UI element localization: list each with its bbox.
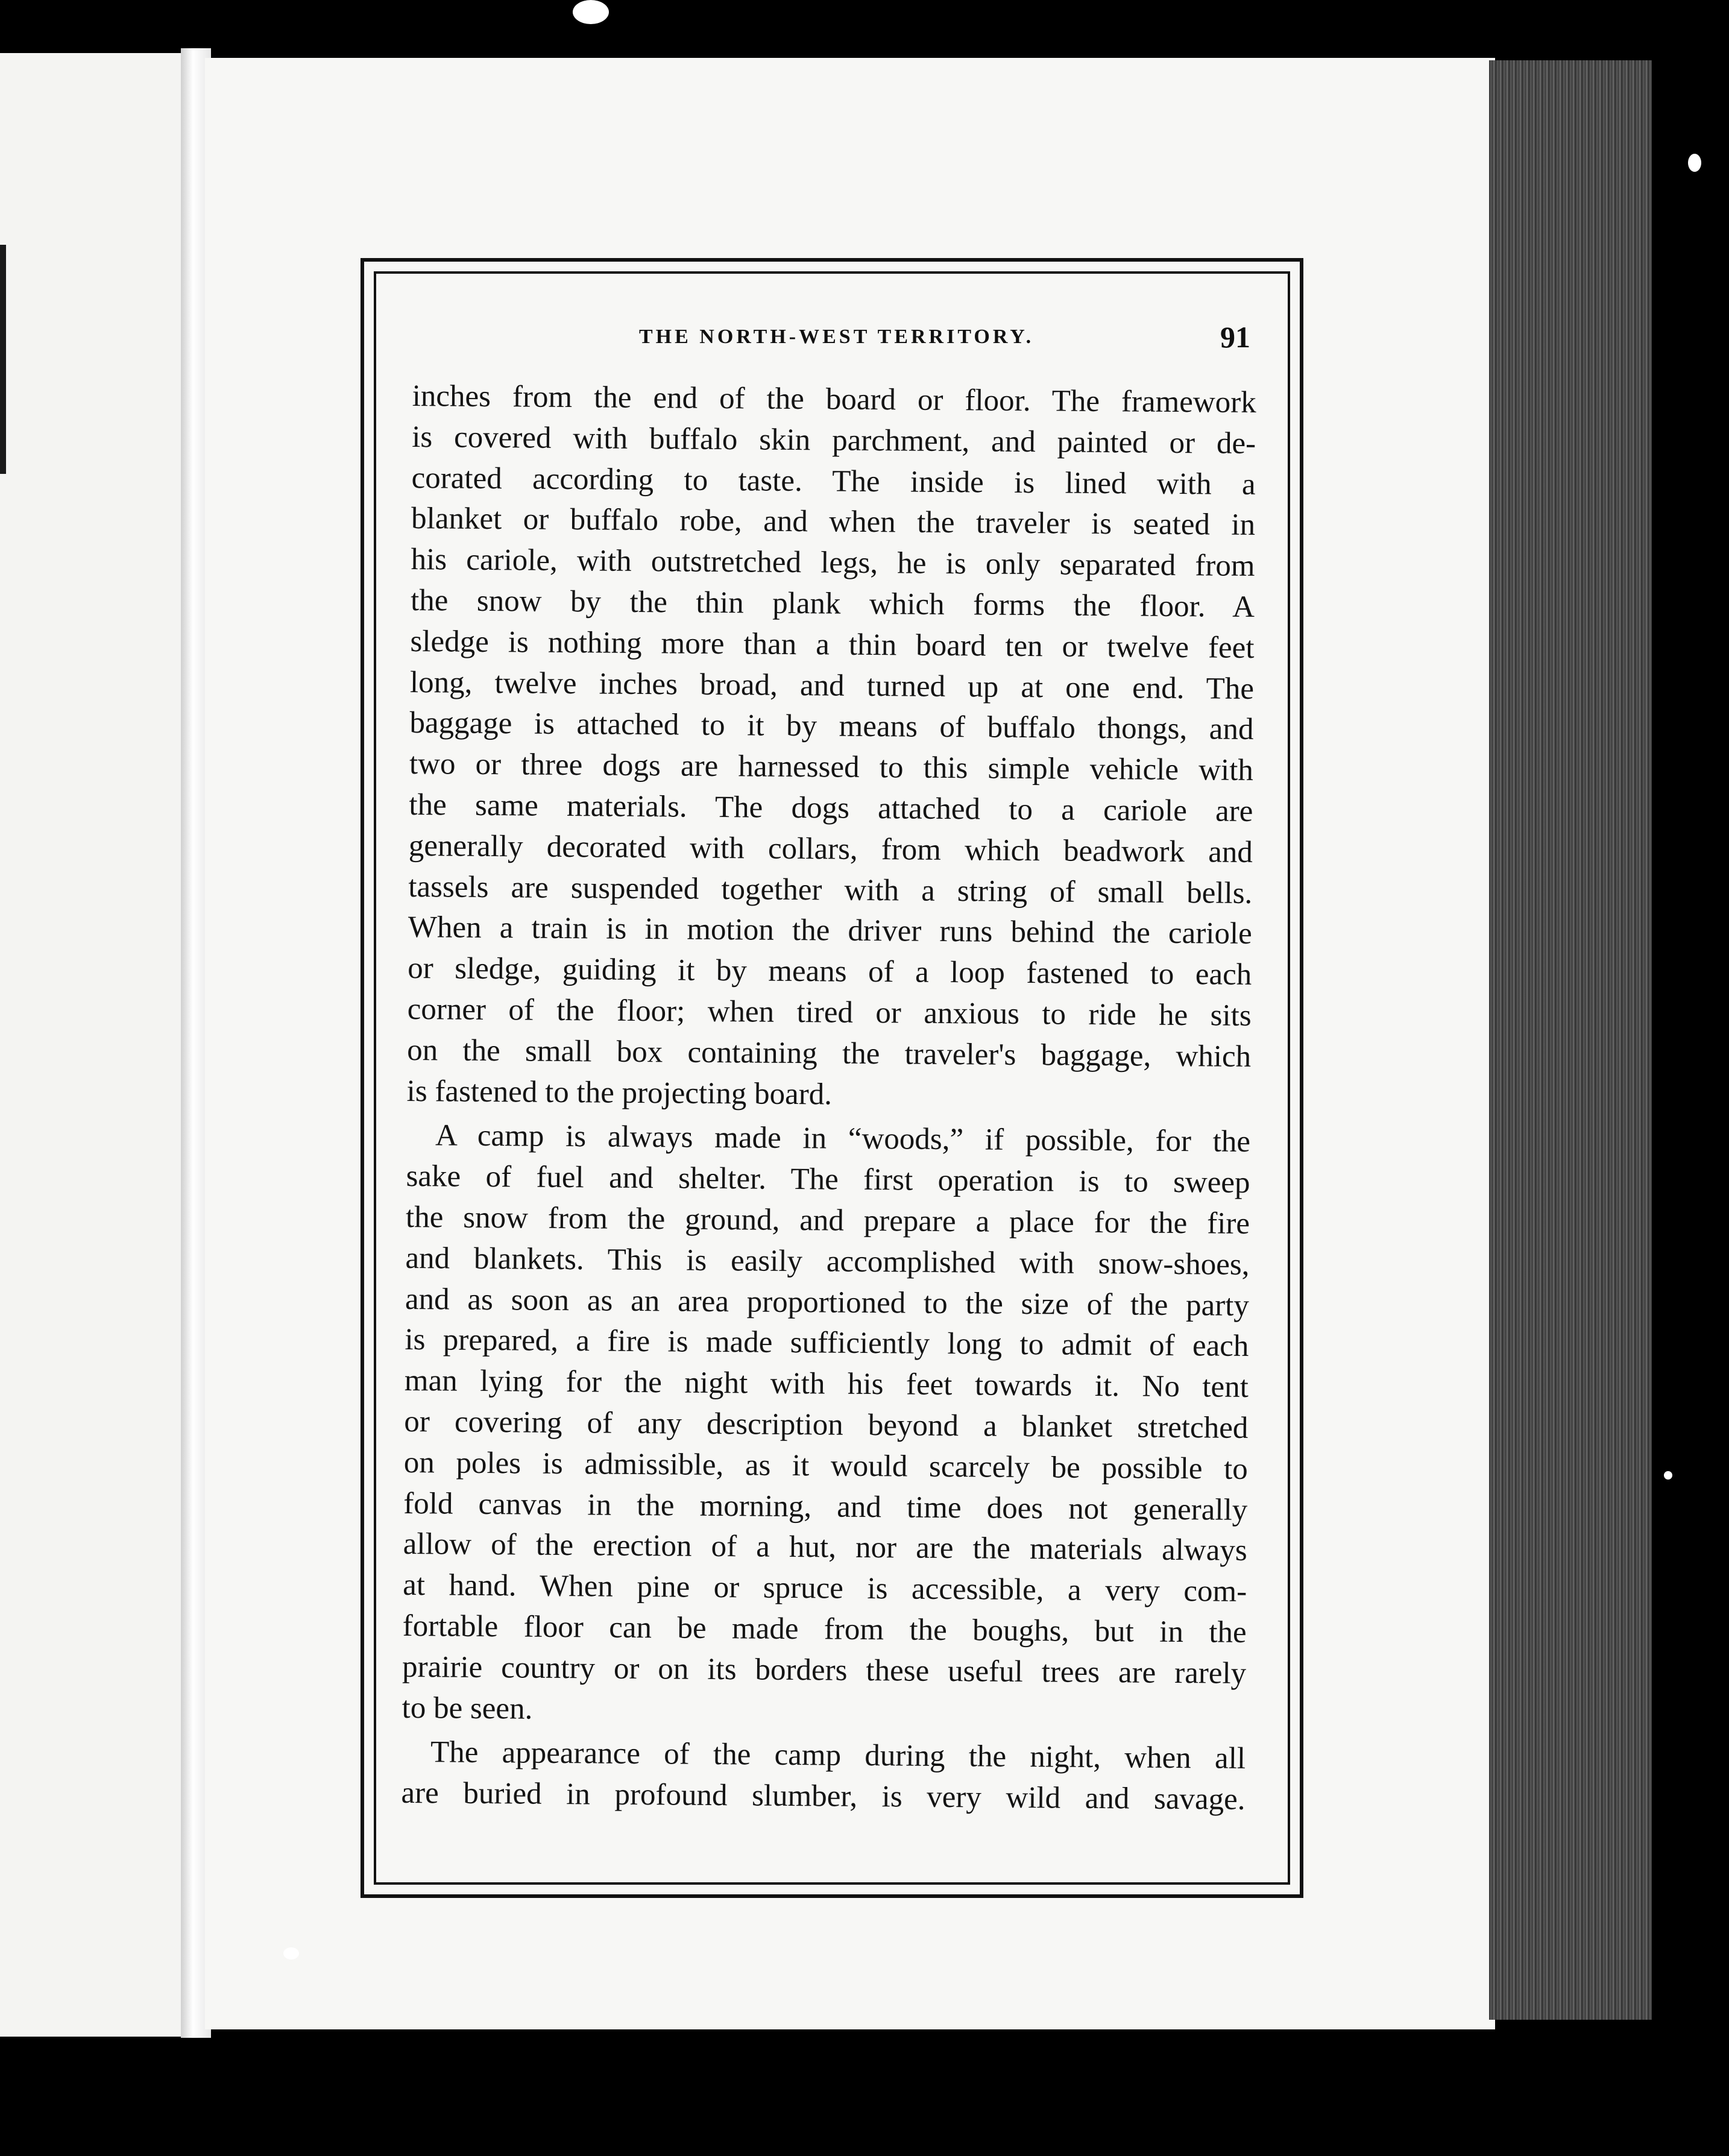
left-page	[0, 53, 187, 2037]
text-line: on the small box containing the traveler's baggage, which	[407, 1033, 1252, 1074]
text-line: corner of the floor; when tired or anxious to ride he sits	[407, 992, 1252, 1033]
body-text	[401, 376, 1256, 1821]
text-line: fold canvas in the morning, and time does not generally	[403, 1486, 1248, 1527]
text-line: is prepared, a fire is made sufficiently long to admit of each	[405, 1323, 1249, 1364]
text-line: sledge is nothing more than a thin board ten or twelve feet	[410, 624, 1255, 665]
text-line: long, twelve inches broad, and turned up at one end. The	[409, 665, 1255, 706]
text-line: the snow from the ground, and prepare a place for the fire	[405, 1200, 1250, 1241]
running-head: THE NORTH-WEST TERRITORY.	[639, 326, 1035, 348]
text-line: prairie country or on its borders these useful trees are rarely	[402, 1650, 1247, 1691]
dust-speck	[1664, 1471, 1672, 1480]
text-line: or covering of any description beyond a blanket stretched	[404, 1404, 1249, 1445]
text-line: When a train is in motion the driver runs behind the cariole	[408, 910, 1252, 951]
text-line: A camp is always made in “woods,” if possible, for the	[435, 1118, 1251, 1159]
dust-speck	[573, 0, 609, 24]
text-line: blanket or buffalo robe, and when the traveler is seated in	[411, 502, 1256, 543]
text-line: fortable floor can be made from the boughs, but in the	[402, 1609, 1247, 1650]
text-line: and as soon as an area proportioned to the size of the party	[405, 1282, 1250, 1323]
left-page-edge-mark	[0, 245, 6, 474]
text-line: corated according to taste. The inside is lined with a	[411, 461, 1256, 502]
text-line: allow of the erection of a hut, nor are the materials always	[403, 1527, 1247, 1568]
text-line: baggage is attached to it by means of buffalo thongs, and	[409, 706, 1254, 747]
page-number: 91	[1220, 320, 1250, 354]
text-line: and blankets. This is easily accomplished with snow-shoes,	[405, 1241, 1250, 1282]
dust-speck	[283, 1947, 299, 1959]
text-line: at hand. When pine or spruce is accessible, a very com-	[403, 1568, 1247, 1609]
text-line: is fastened to the projecting board.	[406, 1074, 833, 1112]
text-line: to be seen.	[402, 1691, 533, 1726]
text-line: two or three dogs are harnessed to this simple vehicle with	[409, 747, 1254, 788]
text-line: on poles is admissible, as it would scarcely be possible to	[403, 1445, 1249, 1486]
text-line: generally decorated with collars, from which beadwork and	[408, 828, 1253, 869]
text-line: sake of fuel and shelter. The first operation is to sweep	[406, 1159, 1250, 1200]
text-line: is covered with buffalo skin parchment, and painted or de-	[411, 420, 1256, 461]
text-line: the snow by the thin plank which forms the floor. A	[410, 583, 1255, 624]
text-line: are buried in profound slumber, is very wild and savage.	[401, 1776, 1246, 1817]
dust-speck	[1688, 154, 1701, 172]
text-line: or sledge, guiding it by means of a loop fastened to each	[408, 951, 1252, 992]
text-line: tassels are suspended together with a string of small bells.	[408, 869, 1253, 910]
book-page-edges	[1489, 60, 1652, 2020]
text-line: the same materials. The dogs attached to a cariole are	[409, 787, 1253, 828]
text-line: The appearance of the camp during the night, when all	[430, 1735, 1246, 1776]
text-line: his cariole, with outstretched legs, he is only separated from	[411, 543, 1255, 584]
text-line: inches from the end of the board or floor. The framework	[412, 379, 1256, 420]
text-line: man lying for the night with his feet towards it. No tent	[404, 1364, 1249, 1405]
